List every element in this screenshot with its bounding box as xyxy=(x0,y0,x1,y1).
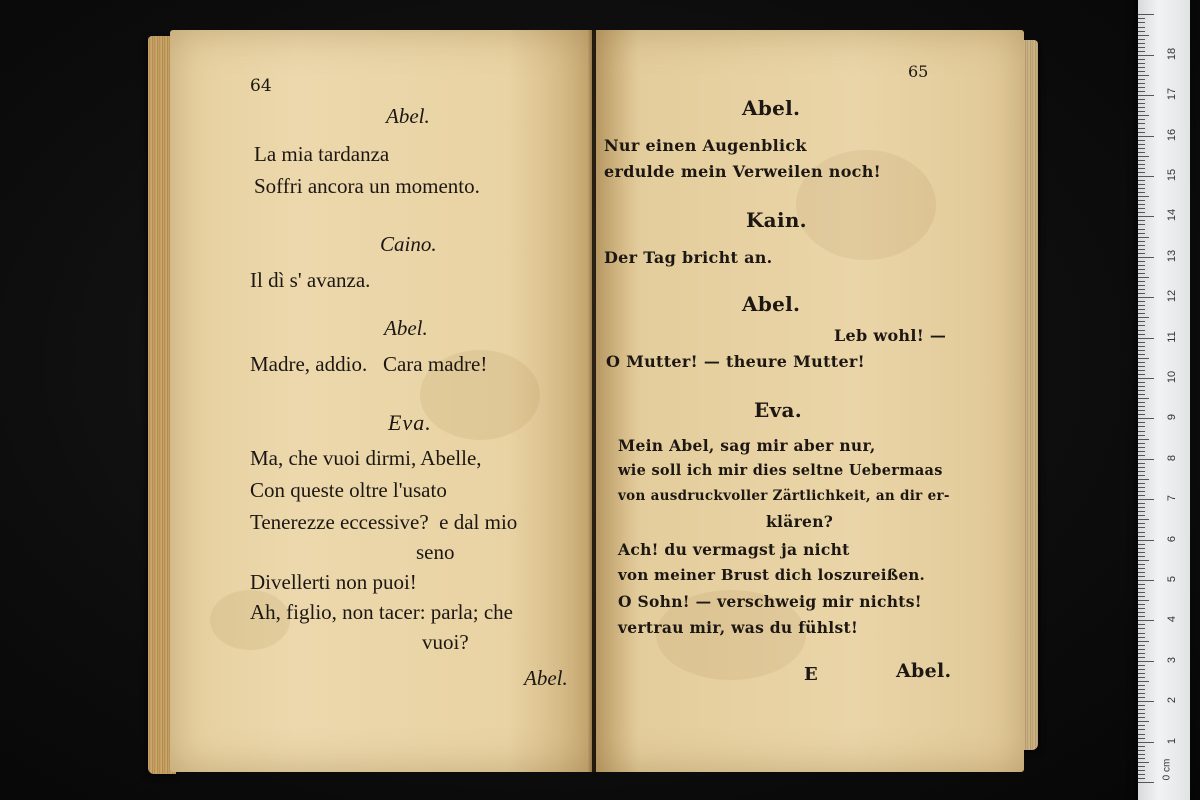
ruler-tick xyxy=(1138,394,1145,395)
catchword: Abel. xyxy=(896,660,952,682)
ruler-tick xyxy=(1138,196,1149,197)
ruler-tick xyxy=(1138,600,1149,601)
ruler-tick xyxy=(1138,184,1145,185)
verse-line: wie soll ich mir dies seltne Uebermaas xyxy=(618,462,943,479)
ruler-unit-label: 0 cm xyxy=(1161,758,1173,781)
speaker-name: Eva. xyxy=(754,398,802,422)
ruler-cm-label: 14 xyxy=(1166,209,1178,222)
ruler-tick xyxy=(1138,633,1145,634)
ruler-tick xyxy=(1138,750,1145,751)
ruler-tick xyxy=(1138,628,1145,629)
ruler-tick xyxy=(1138,398,1149,399)
ruler-tick xyxy=(1138,681,1149,682)
ruler-cm-label: 1 xyxy=(1166,737,1178,744)
ruler-cm-label: 3 xyxy=(1166,656,1178,663)
ruler-tick xyxy=(1138,208,1145,209)
signature-mark: E xyxy=(804,664,819,685)
verse-line: Divellerti non puoi! xyxy=(250,570,417,594)
ruler-tick xyxy=(1138,99,1145,100)
ruler-tick xyxy=(1138,83,1145,84)
ruler-tick xyxy=(1138,564,1145,565)
ruler-cm-label: 17 xyxy=(1166,88,1178,101)
speaker-name: Eva. xyxy=(388,410,432,435)
ruler-tick xyxy=(1138,459,1154,460)
ruler-tick xyxy=(1138,59,1145,60)
ruler-tick xyxy=(1138,762,1149,763)
ruler-tick xyxy=(1138,156,1149,157)
ruler-tick xyxy=(1138,75,1149,76)
ruler-tick xyxy=(1138,641,1149,642)
ruler-tick xyxy=(1138,115,1149,116)
left-page xyxy=(170,30,592,772)
ruler-tick xyxy=(1138,766,1145,767)
ruler-tick xyxy=(1138,693,1145,694)
ruler-tick xyxy=(1138,107,1145,108)
ruler-cm-label: 4 xyxy=(1166,616,1178,623)
ruler-tick xyxy=(1138,366,1145,367)
ruler-cm-label: 11 xyxy=(1166,330,1178,343)
ruler-tick xyxy=(1138,79,1145,80)
speaker-name: Abel. xyxy=(742,292,801,316)
page-number: 64 xyxy=(250,76,272,96)
verse-line: Mein Abel, sag mir aber nur, xyxy=(618,436,876,455)
ruler-tick xyxy=(1138,527,1145,528)
ruler-tick xyxy=(1138,523,1145,524)
ruler-tick xyxy=(1138,18,1145,19)
ruler-tick xyxy=(1138,738,1145,739)
ruler-tick xyxy=(1138,689,1145,690)
ruler-tick xyxy=(1138,734,1145,735)
verse-line: Madre, addio. Cara madre! xyxy=(250,352,488,376)
ruler-tick xyxy=(1138,778,1145,779)
ruler-tick xyxy=(1138,309,1145,310)
speaker-name: Abel. xyxy=(384,316,428,340)
ruler-tick xyxy=(1138,774,1145,775)
ruler-tick xyxy=(1138,588,1145,589)
ruler-cm-label: 9 xyxy=(1166,414,1178,421)
ruler-tick xyxy=(1138,386,1145,387)
ruler-tick xyxy=(1138,499,1154,500)
ruler-tick xyxy=(1138,604,1145,605)
ruler-tick xyxy=(1138,22,1145,23)
verse-line: Il dì s' avanza. xyxy=(250,268,371,292)
ruler-tick xyxy=(1138,257,1154,258)
ruler-tick xyxy=(1138,261,1145,262)
ruler-tick xyxy=(1138,350,1145,351)
right-page xyxy=(596,30,1024,772)
ruler-tick xyxy=(1138,519,1149,520)
ruler-tick xyxy=(1138,204,1145,205)
ruler-tick xyxy=(1138,439,1149,440)
verse-line: Ma, che vuoi dirmi, Abelle, xyxy=(250,446,482,470)
ruler-tick xyxy=(1138,358,1149,359)
ruler-tick xyxy=(1138,495,1145,496)
ruler-tick xyxy=(1138,51,1145,52)
ruler-tick xyxy=(1138,346,1145,347)
ruler-tick xyxy=(1138,285,1145,286)
ruler-tick xyxy=(1138,313,1145,314)
ruler-tick xyxy=(1138,568,1145,569)
verse-line: La mia tardanza xyxy=(254,142,390,166)
ruler-tick xyxy=(1138,297,1154,298)
ruler-tick xyxy=(1138,552,1145,553)
ruler-tick xyxy=(1138,273,1145,274)
ruler-tick xyxy=(1138,172,1145,173)
verse-line: von meiner Brust dich loszureißen. xyxy=(618,566,926,584)
ruler-tick xyxy=(1138,572,1145,573)
open-book xyxy=(148,26,1038,778)
ruler-tick xyxy=(1138,35,1149,36)
ruler-tick xyxy=(1138,414,1145,415)
ruler-tick xyxy=(1138,721,1149,722)
ruler-tick xyxy=(1138,200,1145,201)
ruler-tick xyxy=(1138,620,1154,621)
page-number: 65 xyxy=(908,62,929,81)
ruler-tick xyxy=(1138,180,1145,181)
ruler-tick xyxy=(1138,168,1145,169)
ruler-tick xyxy=(1138,140,1145,141)
ruler-tick xyxy=(1138,475,1145,476)
verse-line: O Sohn! — verschweig mir nichts! xyxy=(618,592,922,611)
ruler-tick xyxy=(1138,293,1145,294)
ruler-cm-label: 8 xyxy=(1166,454,1178,461)
ruler-tick xyxy=(1138,479,1149,480)
ruler-tick xyxy=(1138,624,1145,625)
ruler-tick xyxy=(1138,725,1145,726)
ruler-tick xyxy=(1138,362,1145,363)
ruler-tick xyxy=(1138,443,1145,444)
ruler-tick xyxy=(1138,136,1154,137)
ruler-tick xyxy=(1138,491,1145,492)
ruler-tick xyxy=(1138,669,1145,670)
verse-line: vuoi? xyxy=(422,630,469,654)
verse-line: Nur einen Augenblick xyxy=(604,136,807,155)
ruler-tick xyxy=(1138,47,1145,48)
ruler-tick xyxy=(1138,67,1145,68)
ruler-tick xyxy=(1138,435,1145,436)
ruler-tick xyxy=(1138,334,1145,335)
ruler-tick xyxy=(1138,592,1145,593)
ruler-tick xyxy=(1138,229,1145,230)
ruler-tick xyxy=(1138,277,1149,278)
ruler-tick xyxy=(1138,63,1145,64)
ruler-tick xyxy=(1138,665,1145,666)
ruler-tick xyxy=(1138,451,1145,452)
ruler-tick xyxy=(1138,249,1145,250)
ruler-tick xyxy=(1138,192,1145,193)
ruler-tick xyxy=(1138,321,1145,322)
ruler-tick xyxy=(1138,758,1145,759)
ruler-tick xyxy=(1138,39,1145,40)
ruler-tick xyxy=(1138,463,1145,464)
ruler-tick xyxy=(1138,241,1145,242)
ruler-cm-label: 7 xyxy=(1166,495,1178,502)
ruler-tick xyxy=(1138,431,1145,432)
ruler-tick xyxy=(1138,245,1145,246)
ruler-cm-label: 12 xyxy=(1166,290,1178,303)
ruler-tick xyxy=(1138,653,1145,654)
measuring-ruler xyxy=(1138,0,1190,800)
ruler-tick xyxy=(1138,325,1145,326)
verse-line: seno xyxy=(416,540,455,564)
ruler-tick xyxy=(1138,390,1145,391)
ruler-tick xyxy=(1138,770,1145,771)
ruler-tick xyxy=(1138,536,1145,537)
verse-line: Leb wohl! — xyxy=(834,326,947,345)
ruler-tick xyxy=(1138,216,1154,217)
ruler-tick xyxy=(1138,220,1145,221)
ruler-tick xyxy=(1138,301,1145,302)
ruler-tick xyxy=(1138,576,1145,577)
ruler-tick xyxy=(1138,95,1154,96)
ruler-tick xyxy=(1138,148,1145,149)
ruler-tick xyxy=(1138,511,1145,512)
ruler-tick xyxy=(1138,289,1145,290)
ruler-tick xyxy=(1138,612,1145,613)
ruler-tick xyxy=(1138,507,1145,508)
verse-line: vertrau mir, was du fühlst! xyxy=(618,618,859,637)
ruler-tick xyxy=(1138,645,1145,646)
ruler-tick xyxy=(1138,91,1145,92)
verse-line: Con queste oltre l'usato xyxy=(250,478,447,502)
ruler-tick xyxy=(1138,43,1145,44)
ruler-tick xyxy=(1138,548,1145,549)
ruler-tick xyxy=(1138,677,1145,678)
speaker-name: Caino. xyxy=(380,232,437,256)
ruler-tick xyxy=(1138,532,1145,533)
ruler-tick xyxy=(1138,176,1154,177)
ruler-tick xyxy=(1138,649,1145,650)
ruler-tick xyxy=(1138,55,1154,56)
ruler-tick xyxy=(1138,237,1149,238)
ruler-tick xyxy=(1138,596,1145,597)
ruler-tick xyxy=(1138,253,1145,254)
verse-line: Der Tag bricht an. xyxy=(604,248,773,267)
ruler-tick xyxy=(1138,540,1154,541)
ruler-tick xyxy=(1138,212,1145,213)
ruler-tick xyxy=(1138,103,1145,104)
verse-line: Soffri ancora un momento. xyxy=(254,174,480,198)
ruler-cm-label: 16 xyxy=(1166,128,1178,141)
verse-line: von ausdruckvoller Zärtlichkeit, an dir er- xyxy=(618,488,950,504)
ruler-tick xyxy=(1138,188,1145,189)
ruler-tick xyxy=(1138,269,1145,270)
ruler-tick xyxy=(1138,305,1145,306)
ruler-tick xyxy=(1138,697,1145,698)
ruler-tick xyxy=(1138,27,1145,28)
ruler-tick xyxy=(1138,580,1154,581)
ruler-tick xyxy=(1138,556,1145,557)
ruler-tick xyxy=(1138,471,1145,472)
ruler-cm-label: 10 xyxy=(1166,370,1178,384)
ruler-tick xyxy=(1138,717,1145,718)
ruler-tick xyxy=(1138,87,1145,88)
ruler-tick xyxy=(1138,709,1145,710)
ruler-tick xyxy=(1138,422,1145,423)
ruler-tick xyxy=(1138,637,1145,638)
ruler-tick xyxy=(1138,281,1145,282)
ruler-tick xyxy=(1138,370,1145,371)
ruler-tick xyxy=(1138,265,1145,266)
ruler-tick xyxy=(1138,515,1145,516)
ruler-tick xyxy=(1138,685,1145,686)
ruler-tick xyxy=(1138,123,1145,124)
ruler-tick xyxy=(1138,132,1145,133)
ruler-tick xyxy=(1138,616,1145,617)
ruler-tick xyxy=(1138,354,1145,355)
ruler-cm-label: 5 xyxy=(1166,575,1178,583)
ruler-tick xyxy=(1138,487,1145,488)
verse-line: Ah, figlio, non tacer: parla; che xyxy=(250,600,513,624)
ruler-tick xyxy=(1138,152,1145,153)
ruler-tick xyxy=(1138,338,1154,339)
ruler-tick xyxy=(1138,455,1145,456)
ruler-cm-label: 15 xyxy=(1166,168,1178,182)
ruler-tick xyxy=(1138,233,1145,234)
catchword: Abel. xyxy=(524,666,568,690)
ruler-tick xyxy=(1138,657,1145,658)
verse-line: erdulde mein Verweilen noch! xyxy=(604,162,881,181)
ruler-tick xyxy=(1138,160,1145,161)
ruler-tick xyxy=(1138,330,1145,331)
ruler-tick xyxy=(1138,111,1145,112)
speaker-name: Abel. xyxy=(742,96,801,120)
ruler-tick xyxy=(1138,406,1145,407)
ruler-tick xyxy=(1138,374,1145,375)
ruler-tick xyxy=(1138,584,1145,585)
ruler-cm-label: 6 xyxy=(1166,535,1178,542)
ruler-tick xyxy=(1138,483,1145,484)
ruler-tick xyxy=(1138,342,1145,343)
ruler-tick xyxy=(1138,224,1145,225)
ruler-tick xyxy=(1138,713,1145,714)
ruler-tick xyxy=(1138,782,1154,783)
ruler-tick xyxy=(1138,426,1145,427)
ruler-tick xyxy=(1138,119,1145,120)
ruler-tick xyxy=(1138,467,1145,468)
ruler-tick xyxy=(1138,608,1145,609)
ruler-tick xyxy=(1138,14,1154,15)
ruler-cm-label: 18 xyxy=(1166,47,1178,60)
ruler-tick xyxy=(1138,754,1145,755)
ruler-cm-label: 13 xyxy=(1166,249,1178,262)
ruler-tick xyxy=(1138,378,1154,379)
ruler-tick xyxy=(1138,164,1145,165)
ruler-tick xyxy=(1138,317,1149,318)
ruler-tick xyxy=(1138,673,1145,674)
ruler-tick xyxy=(1138,560,1149,561)
ruler-tick xyxy=(1138,661,1154,662)
ruler-tick xyxy=(1138,144,1145,145)
ruler-tick xyxy=(1138,382,1145,383)
ruler-tick xyxy=(1138,701,1154,702)
ruler-tick xyxy=(1138,729,1145,730)
ruler-tick xyxy=(1138,447,1145,448)
ruler-tick xyxy=(1138,31,1145,32)
verse-line: Tenerezze eccessive? e dal mio xyxy=(250,510,518,534)
ruler-tick xyxy=(1138,402,1145,403)
verse-line: O Mutter! — theure Mutter! xyxy=(606,352,865,371)
ruler-tick xyxy=(1138,410,1145,411)
ruler-tick xyxy=(1138,742,1154,743)
ruler-tick xyxy=(1138,746,1145,747)
ruler-cm-label: 2 xyxy=(1166,697,1178,704)
ruler-tick xyxy=(1138,503,1145,504)
verse-line: Ach! du vermagst ja nicht xyxy=(618,540,850,559)
verse-line: klären? xyxy=(766,512,834,531)
ruler-tick xyxy=(1138,544,1145,545)
ruler-tick xyxy=(1138,128,1145,129)
speaker-name: Abel. xyxy=(386,104,430,128)
ruler-tick xyxy=(1138,71,1145,72)
ruler-tick xyxy=(1138,705,1145,706)
ruler-tick xyxy=(1138,418,1154,419)
speaker-name: Kain. xyxy=(746,208,807,232)
